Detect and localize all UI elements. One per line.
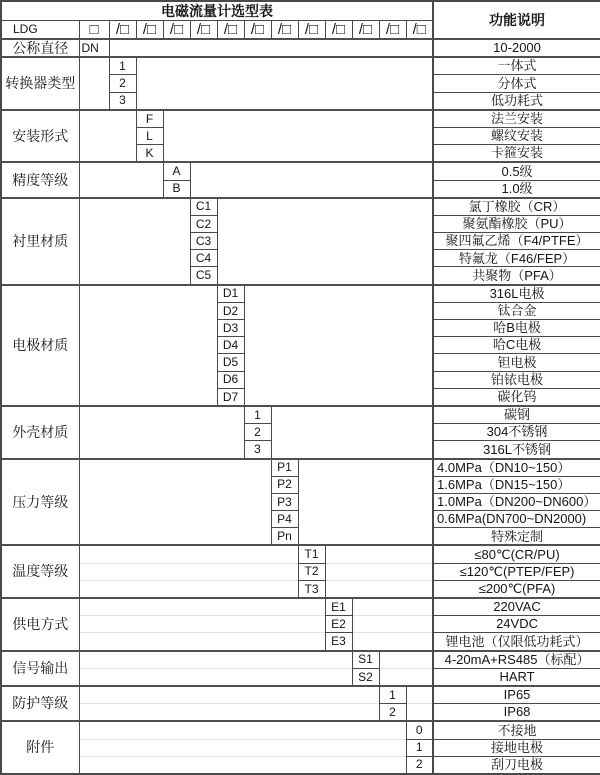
- option-function: ≤120℃(PTEP/FEP): [433, 563, 600, 580]
- model-slot-box: /□: [271, 21, 298, 40]
- spacer-region: [79, 285, 217, 406]
- spacer-region: [406, 686, 433, 704]
- option-function: 特殊定制: [433, 528, 600, 546]
- option-code: T3: [298, 580, 325, 598]
- option-function: HART: [433, 668, 600, 686]
- option-code: E3: [325, 633, 352, 651]
- option-function: 316L不锈钢: [433, 441, 600, 459]
- category-label: 信号输出: [1, 651, 79, 686]
- option-code: 1: [406, 739, 433, 756]
- model-slot-box: /□: [190, 21, 217, 40]
- option-function: 4-20mA+RS485（标配）: [433, 651, 600, 669]
- model-prefix: LDG: [1, 21, 79, 40]
- option-code: C2: [190, 215, 217, 232]
- option-code: F: [136, 110, 163, 128]
- option-code: L: [136, 127, 163, 144]
- option-code: 1: [379, 686, 406, 704]
- category-label: 压力等级: [1, 459, 79, 546]
- option-function: 304不锈钢: [433, 424, 600, 441]
- model-slot-box: /□: [352, 21, 379, 40]
- model-slot-box: /□: [217, 21, 244, 40]
- category-label: 外壳材质: [1, 406, 79, 459]
- spacer-region: [79, 704, 379, 722]
- spacer-region: [163, 110, 433, 163]
- spacer-region: [79, 406, 244, 459]
- spacer-region: [298, 459, 433, 546]
- model-slot-box: /□: [163, 21, 190, 40]
- option-function: 哈B电极: [433, 320, 600, 337]
- spacer-region: [406, 704, 433, 722]
- option-function: 316L电极: [433, 285, 600, 303]
- category-label: 供电方式: [1, 598, 79, 651]
- model-slot-box: /□: [136, 21, 163, 40]
- spacer-region: [79, 198, 190, 285]
- option-function: 聚氨酯橡胶（PU）: [433, 215, 600, 232]
- spacer-region: [79, 616, 325, 633]
- option-code: C1: [190, 198, 217, 216]
- option-function: 碳化钨: [433, 388, 600, 406]
- model-slot-box: /□: [244, 21, 271, 40]
- option-code: C5: [190, 267, 217, 285]
- spacer-region: [352, 633, 433, 651]
- option-function: 0.6MPa(DN700~DN2000): [433, 511, 600, 528]
- option-code: T2: [298, 563, 325, 580]
- option-function: 1.6MPa（DN15~150）: [433, 476, 600, 493]
- spacer-region: [379, 668, 433, 686]
- table-title: 电磁流量计选型表: [1, 1, 433, 21]
- option-code: 2: [406, 756, 433, 774]
- option-function: 聚四氟乙烯（F4/PTFE）: [433, 233, 600, 250]
- spacer-region: [109, 39, 433, 57]
- option-code: DN: [79, 39, 109, 57]
- model-slot-box: /□: [325, 21, 352, 40]
- option-code: 3: [244, 441, 271, 459]
- spacer-region: [79, 459, 271, 546]
- option-code: D4: [217, 337, 244, 354]
- spacer-region: [79, 162, 163, 197]
- option-code: K: [136, 145, 163, 163]
- option-function: 氯丁橡胶（CR）: [433, 198, 600, 216]
- option-function: 1.0级: [433, 180, 600, 198]
- category-label: 衬里材质: [1, 198, 79, 285]
- spacer-region: [325, 563, 433, 580]
- model-slot-box: /□: [406, 21, 433, 40]
- option-code: T1: [298, 545, 325, 563]
- option-function: ≤200℃(PFA): [433, 580, 600, 598]
- spacer-region: [79, 739, 406, 756]
- spacer-region: [352, 616, 433, 633]
- option-function: 共聚物（PFA）: [433, 267, 600, 285]
- spacer-region: [352, 598, 433, 616]
- spacer-region: [136, 57, 433, 110]
- category-label: 电极材质: [1, 285, 79, 406]
- option-code: 2: [109, 75, 136, 92]
- option-code: P3: [271, 493, 298, 510]
- category-label: 附件: [1, 721, 79, 774]
- spacer-region: [79, 545, 298, 563]
- option-function: 刮刀电极: [433, 756, 600, 774]
- spacer-region: [244, 285, 433, 406]
- spacer-region: [217, 198, 433, 285]
- option-function: 接地电极: [433, 739, 600, 756]
- option-function: 碳钢: [433, 406, 600, 424]
- model-slot-box: /□: [379, 21, 406, 40]
- option-function: 220VAC: [433, 598, 600, 616]
- spacer-region: [79, 651, 352, 669]
- model-slot-box: /□: [298, 21, 325, 40]
- spacer-region: [79, 580, 298, 598]
- spacer-region: [190, 162, 433, 197]
- option-function: IP68: [433, 704, 600, 722]
- option-code: P4: [271, 511, 298, 528]
- option-code: D2: [217, 302, 244, 319]
- category-label: 安装形式: [1, 110, 79, 163]
- option-function: 特氟龙（F46/FEP）: [433, 250, 600, 267]
- option-function: IP65: [433, 686, 600, 704]
- option-function: 钽电极: [433, 354, 600, 371]
- option-function: 螺纹安装: [433, 127, 600, 144]
- option-code: P1: [271, 459, 298, 477]
- category-label: 精度等级: [1, 162, 79, 197]
- option-function: 24VDC: [433, 616, 600, 633]
- option-code: C4: [190, 250, 217, 267]
- option-function: 哈C电极: [433, 337, 600, 354]
- option-function: 0.5级: [433, 162, 600, 180]
- option-function: 锂电池（仅限低功耗式）: [433, 633, 600, 651]
- option-code: D3: [217, 320, 244, 337]
- category-label: 防护等级: [1, 686, 79, 721]
- category-label: 温度等级: [1, 545, 79, 598]
- option-code: S1: [352, 651, 379, 669]
- category-label: 转换器类型: [1, 57, 79, 110]
- option-code: 1: [109, 57, 136, 75]
- spacer-region: [271, 406, 433, 459]
- spacer-region: [79, 110, 136, 163]
- spacer-region: [79, 633, 325, 651]
- option-code: S2: [352, 668, 379, 686]
- option-function: 1.0MPa（DN200~DN600）: [433, 493, 600, 510]
- option-code: A: [163, 162, 190, 180]
- option-code: 0: [406, 721, 433, 739]
- spacer-region: [79, 756, 406, 774]
- spacer-region: [379, 651, 433, 669]
- option-code: 3: [109, 92, 136, 110]
- spacer-region: [79, 668, 352, 686]
- option-code: D6: [217, 371, 244, 388]
- option-code: B: [163, 180, 190, 198]
- option-code: P2: [271, 476, 298, 493]
- option-function: 分体式: [433, 75, 600, 92]
- option-code: D5: [217, 354, 244, 371]
- option-function: 法兰安装: [433, 110, 600, 128]
- option-function: 低功耗式: [433, 92, 600, 110]
- spacer-region: [79, 598, 325, 616]
- model-slot-box: /□: [109, 21, 136, 40]
- option-function: 铂铱电极: [433, 371, 600, 388]
- spacer-region: [79, 57, 109, 110]
- option-function: 4.0MPa（DN10~150）: [433, 459, 600, 477]
- model-slot-box: □: [79, 21, 109, 40]
- option-code: D1: [217, 285, 244, 303]
- option-function: 钛合金: [433, 302, 600, 319]
- spacer-region: [325, 580, 433, 598]
- option-function: 10-2000: [433, 39, 600, 57]
- spacer-region: [79, 721, 406, 739]
- option-code: E1: [325, 598, 352, 616]
- option-code: Pn: [271, 528, 298, 546]
- option-code: 2: [379, 704, 406, 722]
- option-function: 不接地: [433, 721, 600, 739]
- spacer-region: [325, 545, 433, 563]
- spacer-region: [79, 563, 298, 580]
- option-function: 一体式: [433, 57, 600, 75]
- option-code: C3: [190, 233, 217, 250]
- category-label: 公称直径: [1, 39, 79, 57]
- option-code: 2: [244, 424, 271, 441]
- option-function: ≤80℃(CR/PU): [433, 545, 600, 563]
- option-function: 卡箍安装: [433, 145, 600, 163]
- option-code: D7: [217, 388, 244, 406]
- spacer-region: [79, 686, 379, 704]
- option-code: E2: [325, 616, 352, 633]
- option-code: 1: [244, 406, 271, 424]
- function-column-header: 功能说明: [433, 1, 600, 39]
